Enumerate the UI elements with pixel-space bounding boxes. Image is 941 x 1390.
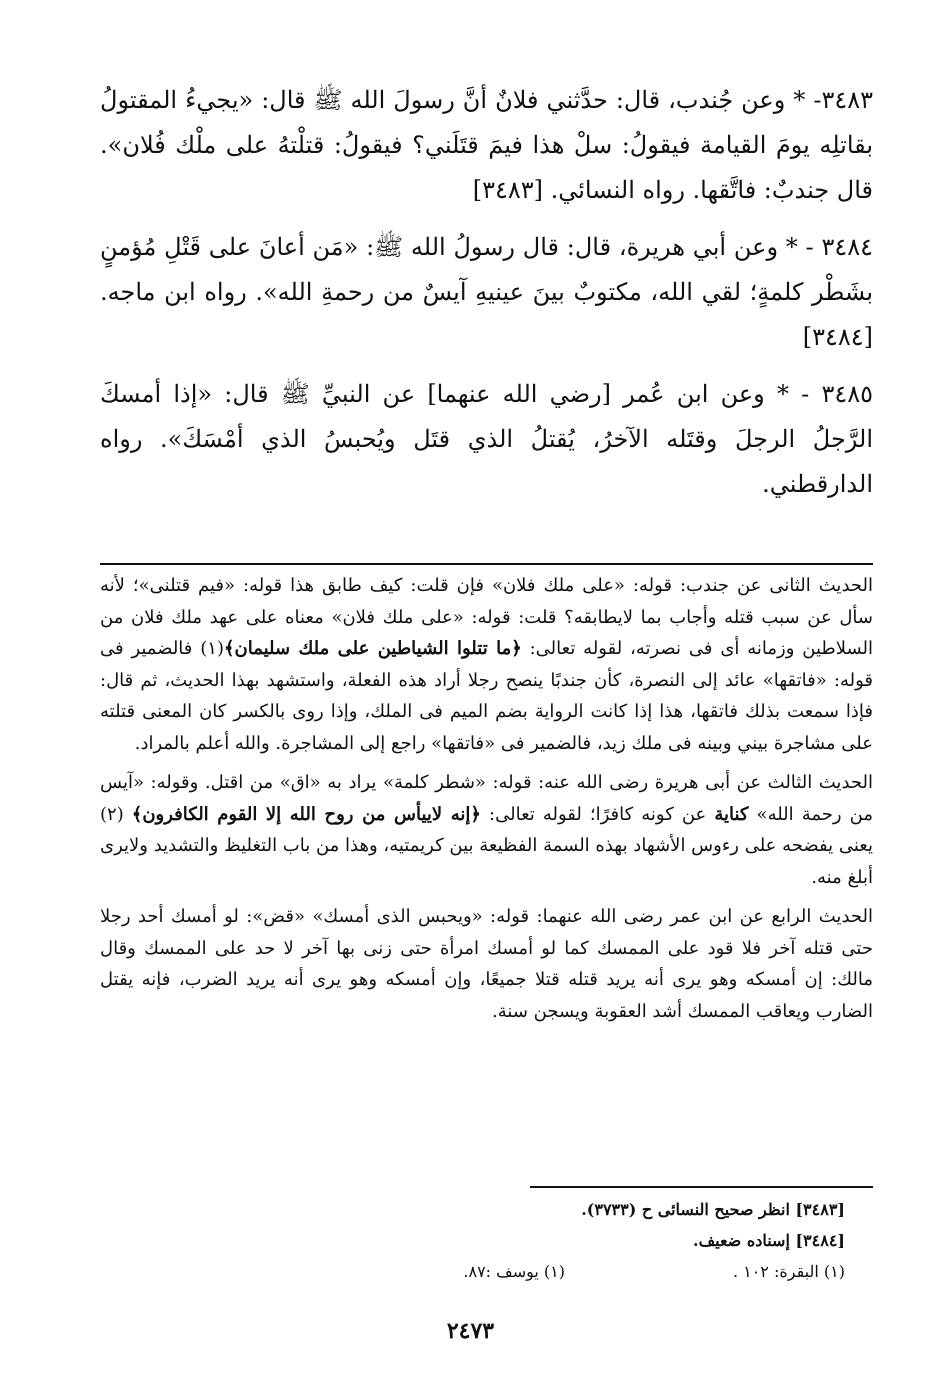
hadith-section xyxy=(100,78,873,519)
commentary-paragraph-1 xyxy=(100,570,873,759)
footnote-divider xyxy=(530,1186,873,1188)
hadith-3483: ٣٤٨٣- * وعن جُندب، قال: حدَّثني فلانٌ أنَّ رسولَ الله ﷺ قال: «يجيءُ المقتولُ بقاتلِه يومَ القيامة فيقولُ: سلْ هذا فيمَ قتَلَني؟ فيقولُ: قتلْتهُ على ملْك فُلان». قال جندبٌ: فاتَّقها. رواه النسائي. [٣٤٨٣] xyxy=(100,86,873,204)
footnote-quran-1: (١) البقرة: ١٠٢ . xyxy=(732,1262,845,1281)
hadith-3485: ٣٤٨٥ - * وعن ابن عُمر [رضي الله عنهما] عن النبيِّ ﷺ قال: «إذا أمسكَ الرَّجلُ الرجلَ وقتَله الآخرُ، يُقتلُ الذي قتَل ويُحبسُ الذي أمْسَكَ». رواه الدارقطني. xyxy=(100,380,873,498)
hadith-3484: ٣٤٨٤ - * وعن أبي هريرة، قال: قال رسولُ الله ﷺ: «مَن أعانَ على قَتْلِ مُؤمنٍ بشَطْر كلمةٍ؛ لقي الله، مكتوبٌ بينَ عينيهِ آيسٌ من رحمةِ الله». رواه ابن ماجه. [٣٤٨٤] xyxy=(100,233,873,351)
bold-term: كناية xyxy=(714,803,749,825)
footnote-source-3483: [٣٤٨٣] انظر صحيح النسائى ح (٣٧٣٣). xyxy=(581,1200,845,1219)
main-divider xyxy=(100,563,873,565)
commentary-paragraph-3 xyxy=(100,901,873,1027)
commentary-text: الحديث الثالث عن أبى هريرة رضى الله عنه: قوله: «شطر كلمة» يراد به «اق» من اقتل. وقوله: «آيس من رحمة الله» xyxy=(100,772,873,825)
footnote-quran-row xyxy=(100,1256,845,1287)
commentary-section xyxy=(100,570,873,1035)
quran-quote: ﴿إنه لاييأس من روح الله إلا القوم الكافرون﴾ xyxy=(131,803,481,825)
commentary-text: الحديث الرابع عن ابن عمر رضى الله عنهما: قوله: «ويحبس الذى أمسك» «قض»: لو أمسك أحد رجلا حتى قتله آخر فلا قود على الممسك كما لو أمسك امرأة حتى زنى بها آخر لا حد على الممسك وقال مالك: إن أمسكه وهو يرى أنه يريد قتله قتلا جميعًا، وإن أمسكه وهو يرى أنه يريد الضرب، فإنه يقتل الضارب ويعاقب الممسك أشد العقوبة ويسجن سنة. xyxy=(100,906,873,1022)
quran-quote: ﴿ما تتلوا الشياطين على ملك سليمان﴾ xyxy=(223,638,522,659)
footnote-source-3484: [٣٤٨٤] إسناده ضعيف. xyxy=(693,1231,845,1250)
commentary-text: (١) فالضمير فى قوله: «فاتقها» عائد إلى النصرة، كأن جندبًا ينصح رجلا أراد هذه الفعلة، واستشهد بهذا الحديث، ثم قال: فإذا سمعت بذلك فاتقها، هذا إذا كانت الرواية بضم الميم فى الملك، وإذا روى بالكسر كان المعنى قتلته على مشاجرة بيني وبينه فى ملك زيد، فالضمير فى «فاتقها» راجع إلى المشاجرة. والله أعلم بالمراد. xyxy=(100,638,873,754)
footnotes xyxy=(100,1194,845,1287)
footnote-quran-2: (١) يوسف :٨٧. xyxy=(463,1262,565,1281)
commentary-text: عن كونه كافرًا؛ لقوله تعالى: xyxy=(480,803,715,825)
page-number: ٢٤٧٣ xyxy=(446,1318,495,1344)
commentary-paragraph-2 xyxy=(100,767,873,893)
commentary-text: (٢) يعنى يفضحه على رءوس الأشهاد بهذه السمة الفظيعة بين كريمتيه، وهذا من باب التغليظ والتشديد ولايرى أبلغ منه. xyxy=(100,803,873,888)
commentary-text: الحديث الثانى عن جندب: قوله: «على ملك فلان» فإن قلت: كيف طابق هذا قوله: «فيم قتلنى»؛ لأنه سأل عن سبب قتله وأجاب بما لايطابقه؟ قلت: قوله: «على ملك فلان» معناه على عهد ملك فلان من السلاطين وزمانه أى فى نصرته، لقوله تعالى: xyxy=(100,575,873,659)
